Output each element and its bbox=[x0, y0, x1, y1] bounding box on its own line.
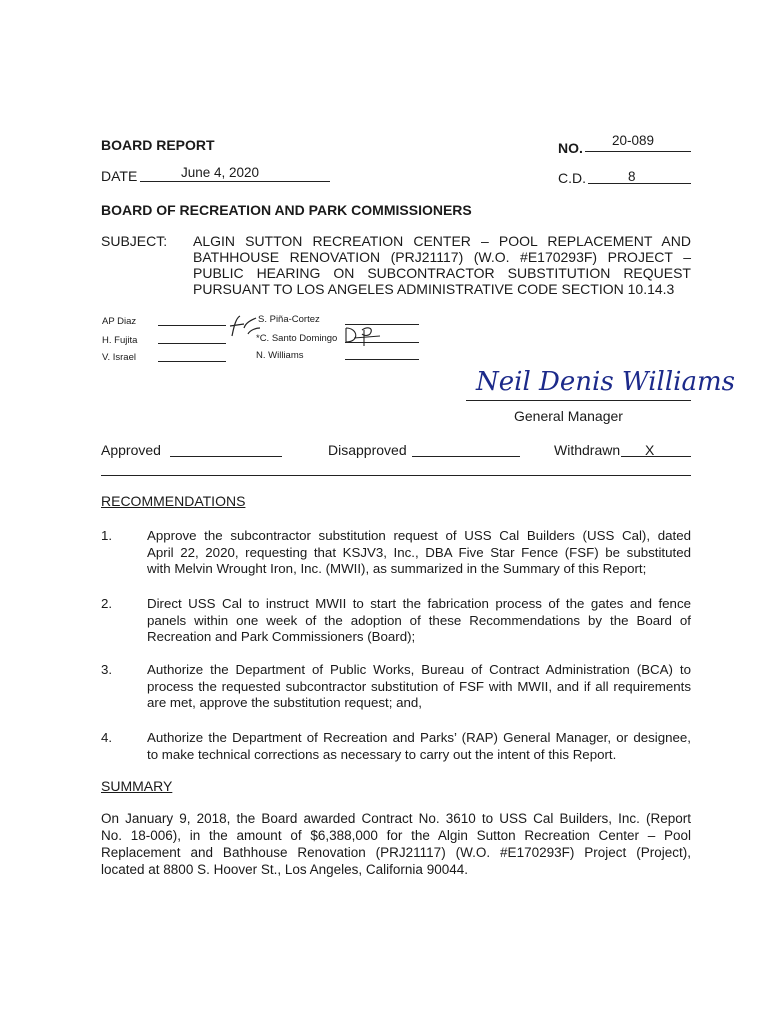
summary-paragraph bbox=[101, 810, 691, 878]
recommendation-number: 4. bbox=[101, 730, 113, 745]
summary-line: No. 18-006), in the amount of $6,388,000 for the Algin Sutton Recreation Center – Pool bbox=[101, 828, 691, 843]
subject-line: PURSUANT TO LOS ANGELES ADMINISTRATIVE CODE SECTION 10.14.3 bbox=[193, 281, 675, 297]
approved-line bbox=[170, 456, 282, 457]
date-label: DATE bbox=[101, 168, 138, 184]
recommendation-line: to make technical corrections as necessary to carry out the intent of this Report. bbox=[147, 746, 617, 762]
board-report-title: BOARD REPORT bbox=[101, 137, 215, 153]
signature-text: Neil Denis Williams bbox=[476, 367, 735, 397]
withdrawn-mark: X bbox=[645, 442, 655, 458]
vote-line bbox=[158, 325, 226, 326]
handwritten-dp-initials bbox=[340, 324, 386, 348]
recommendation-line: Authorize the Department of Public Works, Bureau of Contract Administration (BCA) to bbox=[147, 662, 691, 677]
date-line bbox=[140, 181, 330, 182]
cd-label: C.D. bbox=[558, 170, 586, 186]
commissioner-name: N. Williams bbox=[256, 350, 304, 361]
summary-line: On January 9, 2018, the Board awarded Contract No. 3610 to USS Cal Builders, Inc. (Report bbox=[101, 811, 691, 826]
recommendation-line: Direct USS Cal to instruct MWII to start the fabrication process of the gates and fence bbox=[147, 596, 691, 611]
withdrawn-label: Withdrawn bbox=[554, 442, 621, 458]
recommendation-line: process the requested subcontractor substitution of FSF with MWII, and if all requirements bbox=[147, 678, 691, 694]
handwritten-initials-mark bbox=[226, 310, 266, 342]
commissioner-name: V. Israel bbox=[102, 352, 136, 363]
date-value: June 4, 2020 bbox=[181, 165, 260, 180]
signature-line bbox=[466, 400, 691, 401]
general-manager-signature bbox=[470, 354, 735, 404]
recommendation-line: Recreation and Park Commissioners (Board); bbox=[147, 629, 416, 644]
withdrawn-line bbox=[621, 456, 691, 457]
report-number-label: NO. bbox=[558, 140, 583, 156]
vote-line bbox=[158, 361, 226, 362]
recommendations-heading: RECOMMENDATIONS bbox=[101, 493, 246, 509]
recommendation-line: Approve the subcontractor substitution request of USS Cal Builders (USS Cal), dated bbox=[147, 528, 691, 543]
recommendation-line: panels within one week of the adoption of these Recommendations by the Board of bbox=[147, 612, 691, 628]
divider bbox=[101, 475, 691, 476]
subject-line: BATHHOUSE RENOVATION (PRJ21117) (W.O. #E170293F) PROJECT – bbox=[193, 249, 691, 265]
recommendation-number: 3. bbox=[101, 662, 113, 677]
recommendation-number: 1. bbox=[101, 528, 113, 543]
recommendation-line: Authorize the Department of Recreation and Parks’ (RAP) General Manager, or designee, bbox=[147, 730, 691, 745]
subject-line: PUBLIC HEARING ON SUBCONTRACTOR SUBSTITUTION REQUEST bbox=[193, 265, 691, 281]
commissioner-name: H. Fujita bbox=[102, 335, 138, 346]
approved-label: Approved bbox=[101, 442, 161, 458]
report-number-value: 20-089 bbox=[612, 133, 655, 148]
recommendation-number: 2. bbox=[101, 596, 113, 611]
cd-value: 8 bbox=[628, 169, 636, 184]
report-number-line bbox=[585, 151, 691, 152]
disapproved-label: Disapproved bbox=[328, 442, 407, 458]
cd-line bbox=[588, 183, 691, 184]
vote-line bbox=[345, 359, 419, 360]
disapproved-line bbox=[412, 456, 520, 457]
commissioner-name: AP Diaz bbox=[102, 316, 137, 327]
recommendation-line: April 22, 2020, requesting that KSJV3, Inc., DBA Five Star Fence (FSF) be substituted bbox=[147, 544, 691, 560]
summary-heading: SUMMARY bbox=[101, 778, 173, 794]
board-name: BOARD OF RECREATION AND PARK COMMISSIONERS bbox=[101, 202, 472, 218]
signature-title: General Manager bbox=[514, 408, 623, 424]
vote-line bbox=[158, 343, 226, 344]
recommendation-line: are met, approve the substitution request; and, bbox=[147, 695, 422, 710]
subject-label: SUBJECT: bbox=[101, 233, 168, 249]
recommendation-line: with Melvin Wrought Iron, Inc. (MWII), as summarized in the Summary of this Report; bbox=[147, 561, 647, 576]
commissioner-name: S. Piña-Cortez bbox=[258, 314, 320, 325]
commissioner-name: *C. Santo Domingo bbox=[256, 333, 338, 344]
subject-text bbox=[193, 233, 691, 297]
summary-line: Replacement and Bathhouse Renovation (PRJ21117) (W.O. #E170293F) Project (Project), bbox=[101, 845, 691, 860]
subject-line: ALGIN SUTTON RECREATION CENTER – POOL REPLACEMENT AND bbox=[193, 233, 691, 249]
summary-line: located at 8800 S. Hoover St., Los Angeles, California 90044. bbox=[101, 862, 468, 877]
